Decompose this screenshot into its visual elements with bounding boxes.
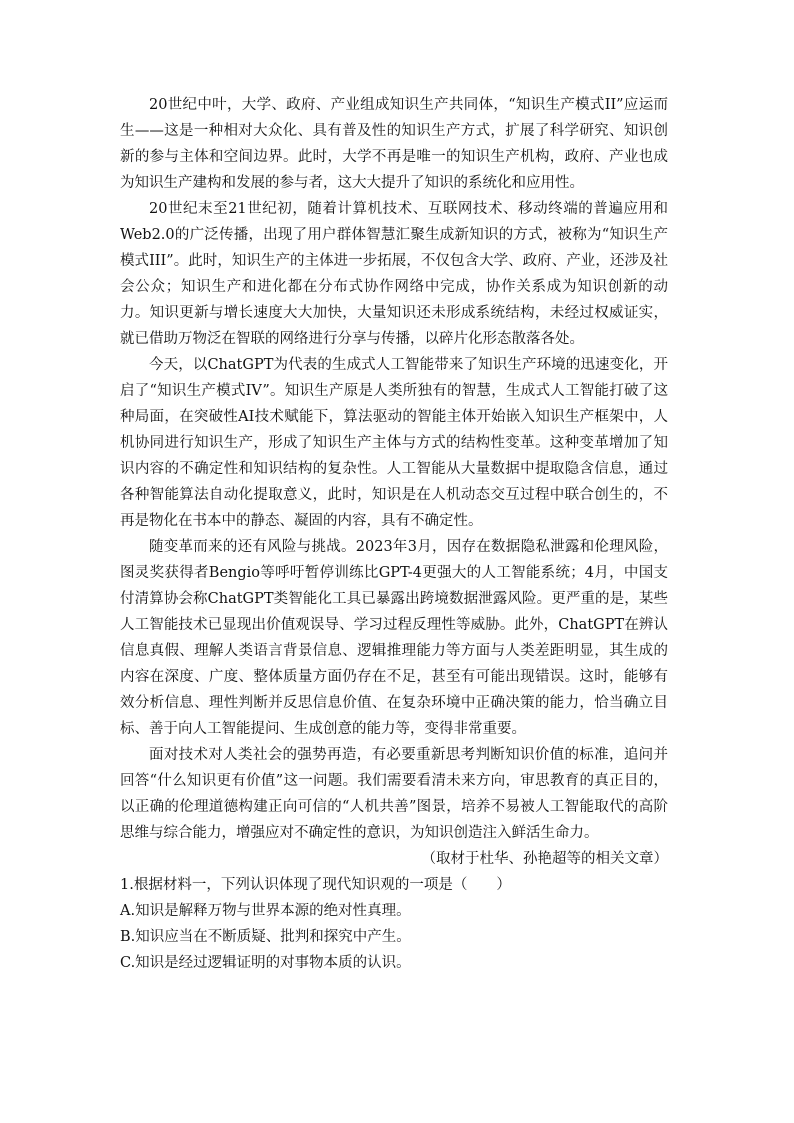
paragraph-risks-challenges: 随变革而来的还有风险与挑战。2023年3月，因存在数据隐私泄露和伦理风险，图灵奖获得者Bengio等呼吁暂停训练比GPT-4更强大的人工智能系统；4月，中国支付清算协会称ChatGPT类智能化工具已暴露出跨境数据泄露风险。更严重的是，某些人工智能技术已显现出价值观误导、学习过程反理性等威胁。此外，ChatGPT在辨认信息真假、理解人类语言背景信息、逻辑推理能力等方面与人类差距明显，其生成的内容在深度、广度、整体质量方面仍存在不足，甚至有可能出现错误。这时，能够有效分析信息、理性判断并反思信息价值、在复杂环境中正确决策的能力，恰当确立目标、善于向人工智能提问、生成创意的能力等，变得非常重要。 [120, 539, 668, 737]
option-c: C.知识是经过逻辑证明的对事物本质的认识。 [120, 955, 411, 971]
question-1: 1.根据材料一，下列认识体现了现代知识观的一项是（ ） [120, 877, 511, 893]
option-a: A.知识是解释万物与世界本源的绝对性真理。 [120, 903, 411, 919]
paragraph-knowledge-mode-3: 20世纪末至21世纪初，随着计算机技术、互联网技术、移动终端的普遍应用和Web2.0的广泛传播，出现了用户群体智慧汇聚生成新知识的方式，被称为“知识生产模式III”。此时，知识生产的主体进一步拓展，不仅包含大学、政府、产业，还涉及社会公众；知识生产和进化都在分布式协作网络中完成，协作关系成为知识创新的动力。知识更新与增长速度大大加快，大量知识还未形成系统结构，未经过权威证实，就已借助万物泛在智联的网络进行分享与传播，以碎片化形态散落各处。 [120, 201, 668, 347]
source-citation: （取材于杜华、孙艳超等的相关文章） [421, 851, 668, 867]
document-body [120, 92, 668, 976]
option-b: B.知识应当在不断质疑、批判和探究中产生。 [120, 929, 411, 945]
paragraph-knowledge-mode-4: 今天，以ChatGPT为代表的生成式人工智能带来了知识生产环境的迅速变化，开启了“知识生产模式IV”。知识生产原是人类所独有的智慧，生成式人工智能打破了这种局面，在突破性AI技术赋能下，算法驱动的智能主体开始嵌入知识生产框架中，人机协同进行知识生产，形成了知识生产主体与方式的结构性变革。这种变革增加了知识内容的不确定性和知识结构的复杂性。人工智能从大量数据中提取隐含信息，通过各种智能算法自动化提取意义，此时，知识是在人机动态交互过程中联合创生的，不再是物化在书本中的静态、凝固的内容，具有不确定性。 [120, 357, 668, 529]
paragraph-knowledge-mode-2: 20世纪中叶，大学、政府、产业组成知识生产共同体，“知识生产模式II”应运而生——这是一种相对大众化、具有普及性的知识生产方式，扩展了科学研究、知识创新的参与主体和空间边界。此时，大学不再是唯一的知识生产机构，政府、产业也成为知识生产建构和发展的参与者，这大大提升了知识的系统化和应用性。 [120, 97, 668, 191]
paragraph-knowledge-value: 面对技术对人类社会的强势再造，有必要重新思考判断知识价值的标准，追问并回答“什么知识更有价值”这一问题。我们需要看清未来方向，审思教育的真正目的，以正确的伦理道德构建正向可信的“人机共善”图景，培养不易被人工智能取代的高阶思维与综合能力，增强应对不确定性的意识，为知识创造注入鲜活生命力。 [120, 747, 668, 841]
